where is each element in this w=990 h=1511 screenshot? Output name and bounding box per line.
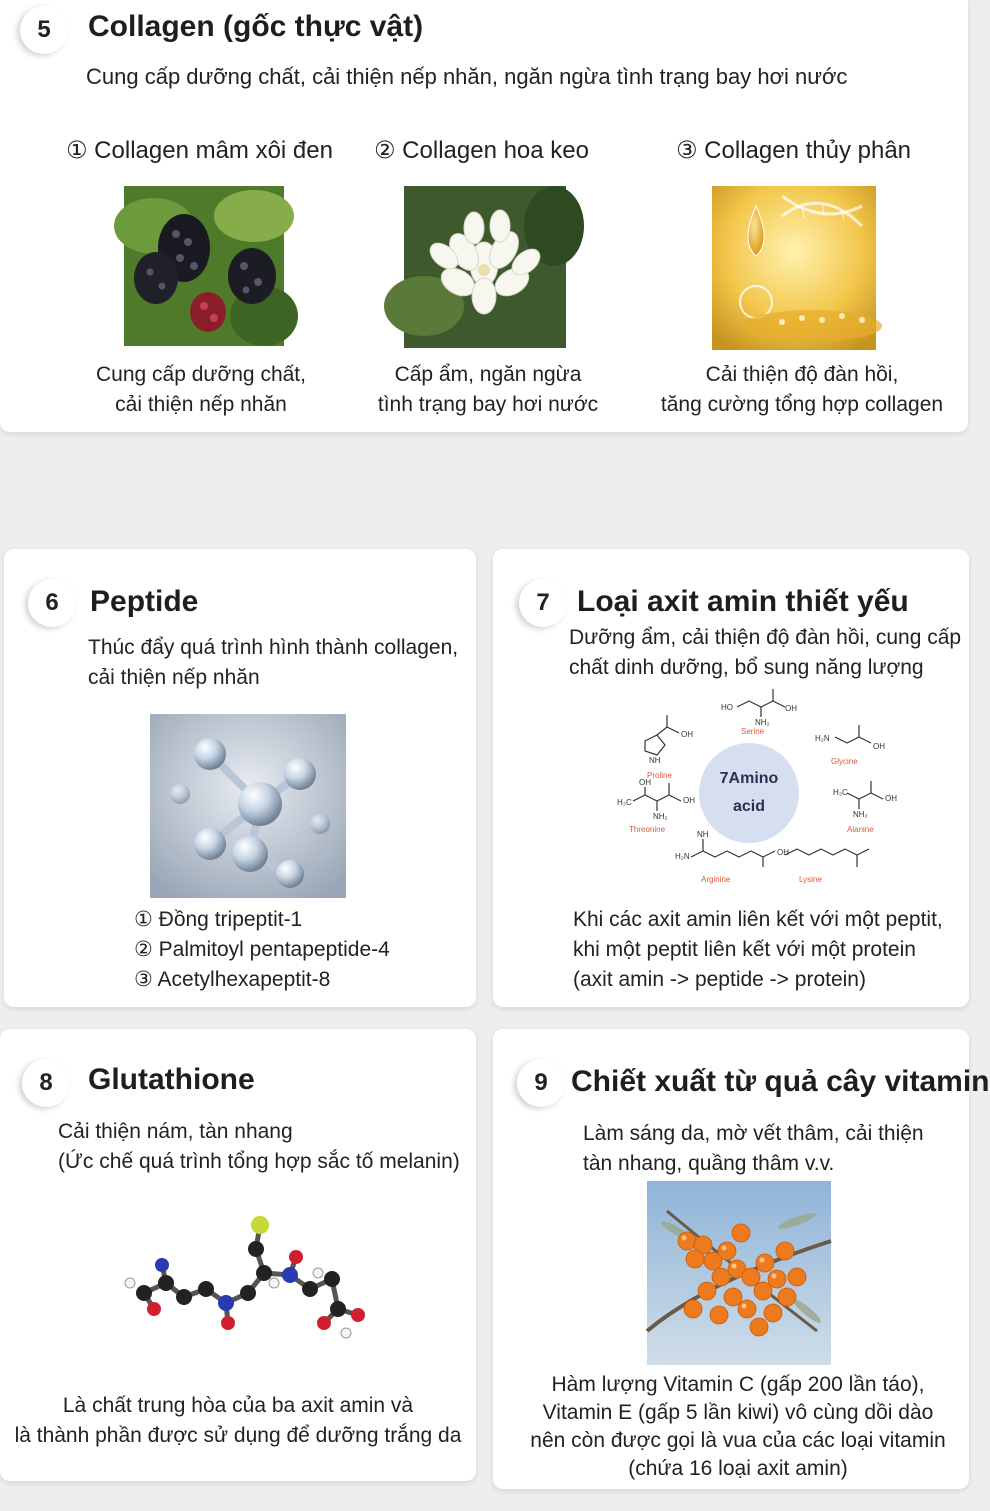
section-title: Collagen (gốc thực vật) <box>88 10 424 43</box>
svg-text:OH: OH <box>885 794 897 803</box>
svg-text:H₃C: H₃C <box>833 788 848 797</box>
section-title: Loại axit amin thiết yếu <box>577 585 909 618</box>
description-line: Dưỡng ẩm, cải thiện độ đàn hồi, cung cấp <box>569 626 962 649</box>
note-line: Vitamin E (gấp 5 lần kiwi) vô cùng dồi dào <box>542 1401 934 1424</box>
blackberry-image <box>124 186 284 346</box>
item-caption-blackberry <box>60 360 342 420</box>
svg-text:OH: OH <box>785 704 797 713</box>
caption-line: Cải thiện độ đàn hồi, <box>705 363 899 386</box>
section-title: Chiết xuất từ quả cây vitamin <box>571 1065 990 1098</box>
hydrolyzed-collagen-image <box>712 186 876 350</box>
acacia-flower-image <box>404 186 566 348</box>
note-line: Khi các axit amin liên kết với một peptit, <box>573 908 943 931</box>
section-amino-acid-card <box>493 549 969 1007</box>
amino-name-proline: Proline <box>647 771 672 780</box>
item-caption-acacia <box>346 360 630 420</box>
peptide-molecule-image <box>150 714 346 898</box>
description-line: Làm sáng da, mờ vết thâm, cải thiện <box>583 1122 924 1145</box>
note-line: (chứa 16 loại axit amin) <box>628 1457 848 1480</box>
description-line: cải thiện nếp nhăn <box>88 666 260 689</box>
svg-text:OH: OH <box>681 730 693 739</box>
section-description <box>58 1117 460 1177</box>
amino-note <box>573 905 943 995</box>
description-line: Thúc đẩy quá trình hình thành collagen, <box>88 636 459 659</box>
amino-name-glycine: Glycine <box>831 757 858 766</box>
note-line: (axit amin -> peptide -> protein) <box>573 968 866 991</box>
section-number-badge: 9 <box>517 1059 565 1107</box>
amino-center-circle <box>699 743 799 843</box>
note-line: nên còn được gọi là vua của các loại vitamin <box>530 1429 946 1452</box>
svg-text:H₂N: H₂N <box>675 852 690 861</box>
amino-name-serine: Serine <box>741 727 765 736</box>
section-title: Peptide <box>90 585 199 618</box>
description-line: chất dinh dưỡng, bổ sung năng lượng <box>569 656 924 679</box>
vitamin-note <box>493 1371 983 1483</box>
svg-text:NH₂: NH₂ <box>755 718 770 727</box>
caption-line: tình trạng bay hơi nước <box>377 393 599 416</box>
svg-text:OH: OH <box>639 778 651 787</box>
note-line: khi một peptit liên kết với một protein <box>573 938 916 961</box>
section-number-badge: 5 <box>20 6 68 54</box>
svg-text:OH: OH <box>873 742 885 751</box>
peptide-list <box>134 905 390 995</box>
svg-text:H₂N: H₂N <box>815 734 830 743</box>
svg-text:H₃C: H₃C <box>617 798 632 807</box>
section-vitamin-tree-card <box>493 1029 990 1489</box>
section-number-badge: 6 <box>28 579 76 627</box>
note-line: Hàm lượng Vitamin C (gấp 200 lần táo), <box>551 1373 925 1396</box>
description-line: (Ức chế quá trình tổng hợp sắc tố melanin) <box>58 1150 460 1173</box>
section-number-badge: 8 <box>22 1059 70 1107</box>
section-number-badge: 7 <box>519 579 567 627</box>
description-line: Cải thiện nám, tàn nhang <box>58 1120 293 1143</box>
glutathione-note <box>0 1391 476 1451</box>
section-peptide-card <box>4 549 476 1007</box>
caption-line: tăng cường tổng hợp collagen <box>660 393 944 416</box>
note-line: Là chất trung hòa của ba axit amin và <box>62 1394 414 1417</box>
list-item: ① Đồng tripeptit-1 <box>134 908 303 931</box>
section-description <box>583 1119 924 1179</box>
svg-text:NH₂: NH₂ <box>853 810 868 819</box>
item-label-blackberry: ① Collagen mâm xôi đen <box>66 137 333 164</box>
list-item: ② Palmitoyl pentapeptide-4 <box>134 938 390 961</box>
item-label-hydrolyzed: ③ Collagen thủy phân <box>676 137 912 164</box>
glutathione-molecule-image <box>114 1213 374 1389</box>
amino-center-label: acid <box>732 798 765 815</box>
item-label-acacia: ② Collagen hoa keo <box>374 137 589 164</box>
svg-text:NH: NH <box>649 756 661 765</box>
amino-name-threonine: Threonine <box>629 825 666 834</box>
section-description <box>569 623 961 683</box>
amino-acid-diagram <box>609 683 897 893</box>
note-line: là thành phần được sử dụng để dưỡng trắng da <box>14 1424 462 1447</box>
svg-text:OH: OH <box>777 848 789 857</box>
section-description: Cung cấp dưỡng chất, cải thiện nếp nhăn, ngăn ngừa tình trạng bay hơi nước <box>86 64 848 89</box>
list-item: ③ Acetylhexapeptit-8 <box>134 968 331 991</box>
section-collagen-card <box>0 0 968 432</box>
amino-center-label: 7Amino <box>719 770 779 787</box>
section-glutathione-card <box>0 1029 476 1481</box>
svg-text:NH: NH <box>697 830 709 839</box>
amino-name-alanine: Alanine <box>847 825 874 834</box>
caption-line: Cung cấp dưỡng chất, <box>96 363 306 386</box>
section-title: Glutathione <box>88 1063 255 1096</box>
section-description <box>88 633 458 693</box>
svg-text:NH₂: NH₂ <box>653 812 668 821</box>
svg-text:OH: OH <box>683 796 695 805</box>
svg-text:HO: HO <box>721 703 733 712</box>
sea-buckthorn-image <box>647 1181 831 1365</box>
description-line: tàn nhang, quầng thâm v.v. <box>583 1152 835 1175</box>
caption-line: Cấp ẩm, ngăn ngừa <box>394 363 582 386</box>
item-caption-hydrolyzed <box>640 360 964 420</box>
amino-name-arginine: Arginine <box>701 875 731 884</box>
amino-name-lysine: Lysine <box>799 875 822 884</box>
caption-line: cải thiện nếp nhăn <box>115 393 287 416</box>
